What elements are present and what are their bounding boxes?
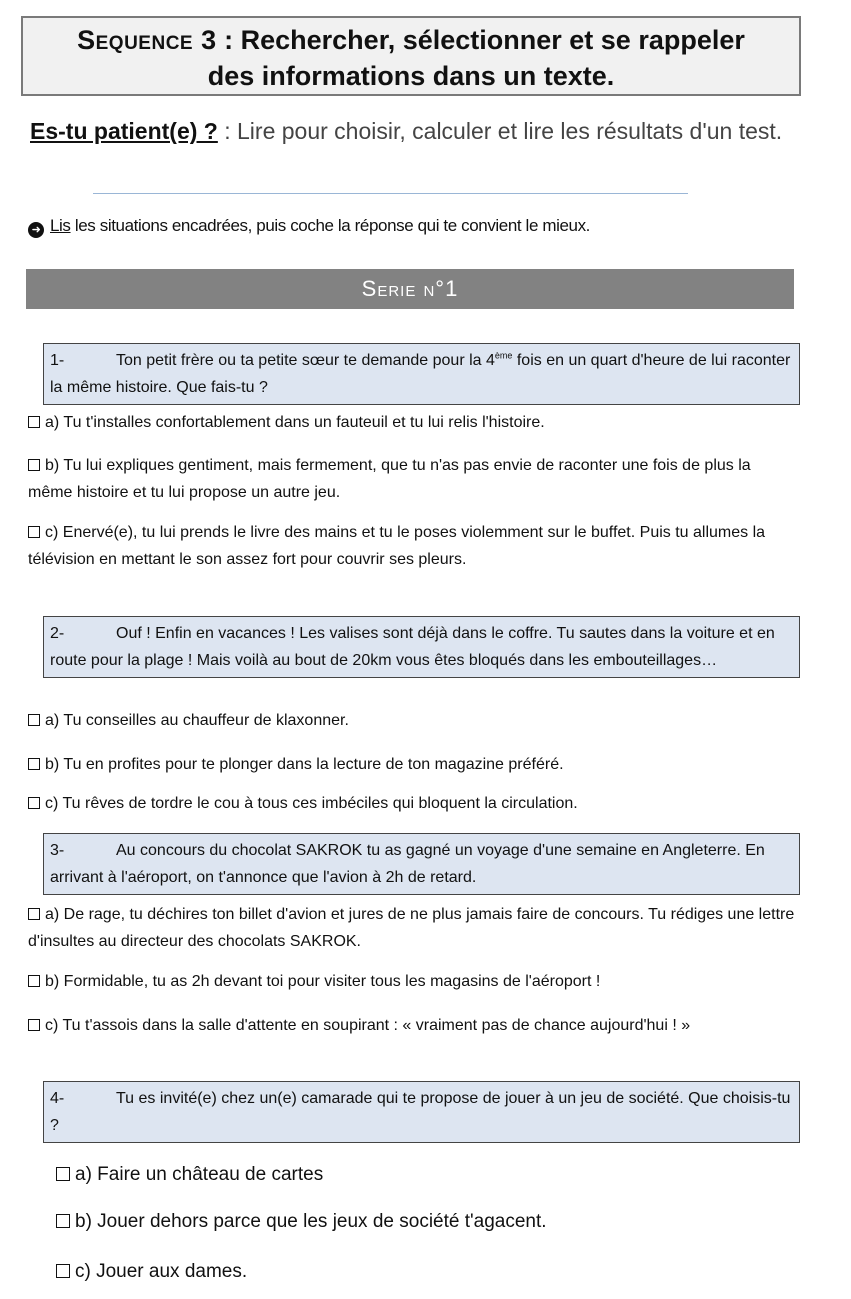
question-text: Tu es invité(e) chez un(e) camarade qui te propose de jouer à un jeu de société. Que choisis-tu ? — [50, 1090, 791, 1134]
question-text: Ton petit frère ou ta petite sœur te demande pour la 4 — [116, 352, 495, 369]
question-number: 4- — [50, 1090, 65, 1107]
ordinal-suffix: ème — [494, 350, 513, 361]
answer-option-1b[interactable] — [28, 452, 798, 506]
question-number: 3- — [50, 842, 65, 859]
sequence-number: Sequence 3 — [77, 25, 217, 55]
answer-text: c) Enervé(e), tu lui prends le livre des mains et tu le poses violemment sur le buffet. Puis tu allumes la télévision en mettant le son assez fort pour couvrir ses pleurs. — [28, 524, 766, 568]
series-heading: Serie n°1 — [26, 269, 794, 309]
checkbox-icon[interactable] — [56, 1264, 70, 1278]
answer-text: b) Tu en profites pour te plonger dans la lecture de ton magazine préféré. — [45, 756, 564, 773]
intro-label: Es-tu patient(e) ? — [30, 118, 218, 144]
checkbox-icon[interactable] — [28, 459, 40, 471]
answer-text: c) Tu t'assois dans la salle d'attente en soupirant : « vraiment pas de chance aujourd'hui ! » — [45, 1017, 691, 1034]
question-text: Ouf ! Enfin en vacances ! Les valises sont déjà dans le coffre. Tu sautes dans la voiture et en route pour la plage ! Mais voilà au bout de 20km vous êtes bloqués dans les embouteillages… — [50, 625, 775, 669]
sequence-title-line1 — [23, 22, 799, 58]
answer-text: a) De rage, tu déchires ton billet d'avion et jures de ne plus jamais faire de concours. Tu rédiges une lettre d'insultes au directeur des chocolats SAKROK. — [28, 906, 795, 950]
instruction — [28, 214, 828, 238]
answer-option-3b[interactable] — [28, 968, 798, 995]
checkbox-icon[interactable] — [28, 526, 40, 538]
answer-text: b) Tu lui expliques gentiment, mais fermement, que tu n'as pas envie de raconter une fois de plus la même histoire et tu lui propose un autre jeu. — [28, 457, 751, 501]
checkbox-icon[interactable] — [28, 1019, 40, 1031]
answer-option-1c[interactable] — [28, 519, 798, 573]
answer-text: a) Tu t'installes confortablement dans un fauteuil et tu lui relis l'histoire. — [45, 414, 545, 431]
question-number: 1- — [50, 352, 65, 369]
intro-text: : Lire pour choisir, calculer et lire les résultats d'un test. — [217, 118, 783, 144]
intro-paragraph — [30, 114, 800, 148]
answer-option-2a[interactable] — [28, 707, 798, 734]
answer-option-3a[interactable] — [28, 901, 798, 955]
answer-option-1a[interactable] — [28, 409, 798, 436]
answer-option-4c[interactable] — [56, 1257, 826, 1287]
checkbox-icon[interactable] — [28, 908, 40, 920]
answer-option-4b[interactable] — [56, 1207, 826, 1237]
answer-option-4a[interactable] — [56, 1160, 826, 1190]
answer-text: b) Formidable, tu as 2h devant toi pour visiter tous les magasins de l'aéroport ! — [45, 973, 601, 990]
divider-line — [93, 193, 688, 194]
sequence-title-box — [21, 16, 801, 96]
sequence-title-text: : Rechercher, sélectionner et se rappeler — [216, 25, 745, 55]
answer-text: a) Faire un château de cartes — [75, 1164, 324, 1185]
question-box-3 — [43, 833, 800, 895]
arrow-right-icon: ➜ — [28, 222, 44, 238]
question-text: Au concours du chocolat SAKROK tu as gagné un voyage d'une semaine en Angleterre. En arrivant à l'aéroport, on t'annonce que l'avion à 2h de retard. — [50, 842, 765, 886]
answer-option-3c[interactable] — [28, 1012, 798, 1039]
answer-text: b) Jouer dehors parce que les jeux de société t'agacent. — [75, 1211, 547, 1232]
sequence-title-line2: des informations dans un texte. — [207, 61, 615, 91]
checkbox-icon[interactable] — [28, 797, 40, 809]
question-box-2 — [43, 616, 800, 678]
question-number: 2- — [50, 625, 65, 642]
answer-option-2c[interactable] — [28, 790, 798, 817]
checkbox-icon[interactable] — [28, 416, 40, 428]
question-box-1 — [43, 343, 800, 405]
answer-option-2b[interactable] — [28, 751, 798, 778]
instruction-verb: Lis — [50, 216, 71, 235]
answer-text: c) Tu rêves de tordre le cou à tous ces imbéciles qui bloquent la circulation. — [45, 795, 578, 812]
checkbox-icon[interactable] — [28, 758, 40, 770]
checkbox-icon[interactable] — [56, 1214, 70, 1228]
answer-text: c) Jouer aux dames. — [75, 1261, 248, 1282]
question-box-4 — [43, 1081, 800, 1143]
checkbox-icon[interactable] — [28, 975, 40, 987]
answer-text: a) Tu conseilles au chauffeur de klaxonner. — [45, 712, 349, 729]
question-text-end: fois en un quart d'heure de lui raconter la même histoire. Que fais-tu ? — [50, 352, 791, 396]
checkbox-icon[interactable] — [56, 1167, 70, 1181]
checkbox-icon[interactable] — [28, 714, 40, 726]
instruction-text: les situations encadrées, puis coche la réponse qui te convient le mieux. — [70, 216, 590, 235]
